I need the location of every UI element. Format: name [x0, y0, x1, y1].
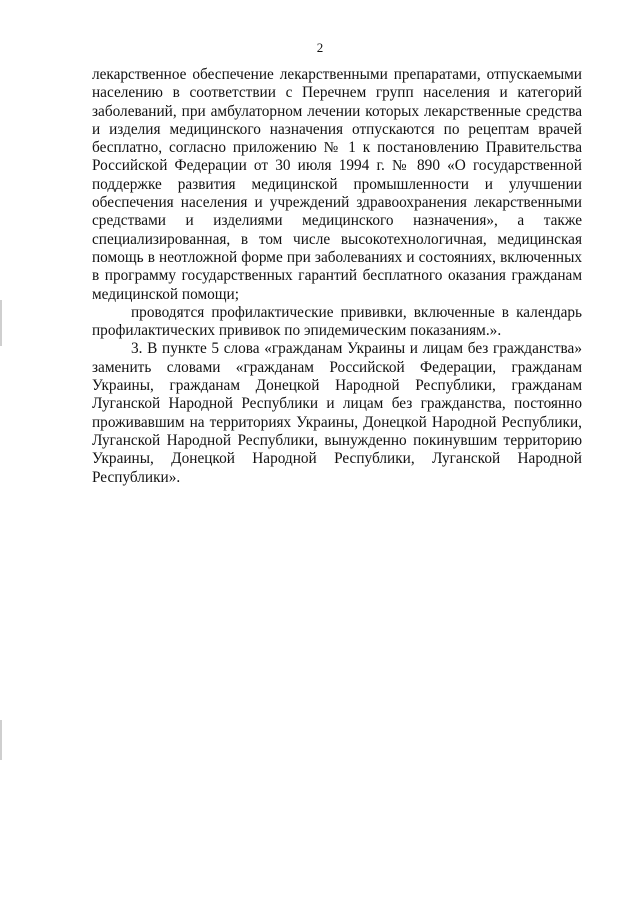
text-line: Луганской Народной Республики, вынужденно покинувшим территорию	[92, 431, 582, 449]
text-line: профилактических прививок по эпидемическим показаниям.».	[92, 322, 502, 340]
text-line: бесплатно, согласно приложению № 1 к постановлению Правительства	[92, 139, 582, 157]
text-line: Украины, гражданам Донецкой Народной Республики, гражданам	[92, 377, 582, 395]
page-number: 2	[316, 40, 324, 55]
text-line: заболеваний, при амбулаторном лечении которых лекарственные средства	[92, 102, 582, 120]
text-line: Луганской Народной Республики и лицам без гражданства, постоянно	[92, 395, 582, 413]
text-line: проводятся профилактические прививки, включенные в календарь	[131, 303, 582, 321]
scan-edge-mark-bottom	[0, 720, 2, 760]
text-line: медицинской помощи;	[92, 285, 239, 303]
scan-edge-mark-top	[0, 300, 2, 346]
text-line: населению в соответствии с Перечнем групп населения и категорий	[92, 84, 582, 102]
text-line: специализированная, в том числе высокотехнологичная, медицинская	[92, 230, 582, 248]
text-line: заменить словами «гражданам Российской Федерации, гражданам	[92, 358, 582, 376]
text-line: Российской Федерации от 30 июля 1994 г. № 890 «О государственной	[92, 157, 582, 175]
text-line: в программу государственных гарантий бесплатного оказания гражданам	[92, 267, 582, 285]
text-line: проживавшим на территориях Украины, Донецкой Народной Республики,	[92, 413, 582, 431]
text-line: и изделия медицинского назначения отпускаются по рецептам врачей	[92, 120, 582, 138]
text-line: Республики».	[92, 468, 181, 486]
text-line: поддержке развития медицинской промышленности и улучшении	[92, 175, 582, 193]
text-line: лекарственное обеспечение лекарственными препаратами, отпускаемыми	[92, 66, 582, 83]
text-line: Украины, Донецкой Народной Республики, Луганской Народной	[92, 450, 582, 468]
text-line: обеспечения населения и учреждений здравоохранения лекарственными	[92, 194, 582, 212]
document-body	[92, 66, 582, 487]
text-line: помощь в неотложной форме при заболеваниях и состояниях, включенных	[92, 248, 582, 266]
text-line: средствами и изделиями медицинского назначения», а также	[92, 212, 582, 230]
text-line: 3. В пункте 5 слова «гражданам Украины и лицам без гражданства»	[131, 340, 582, 358]
